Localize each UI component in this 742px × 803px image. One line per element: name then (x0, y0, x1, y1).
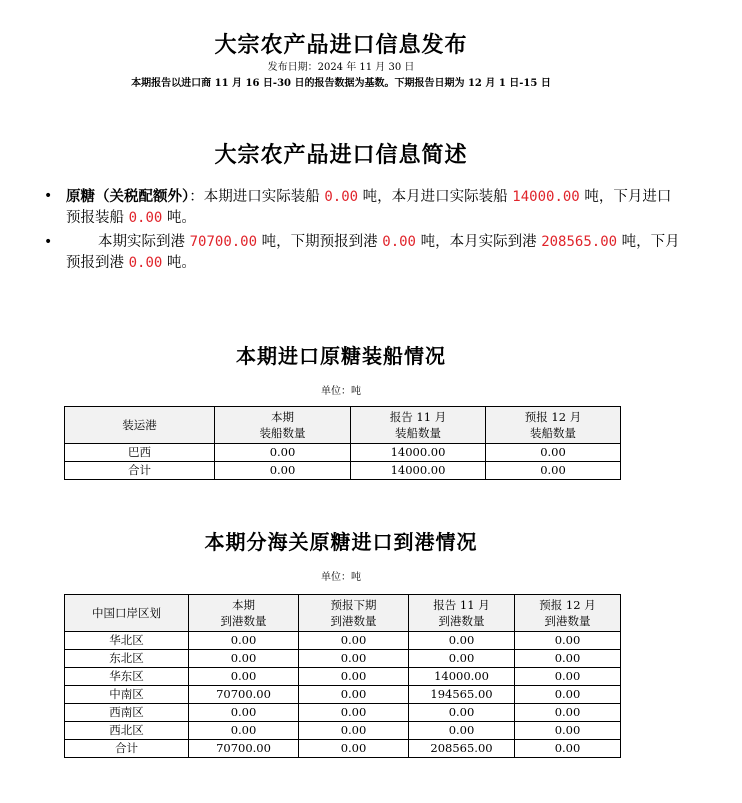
table-header-row (65, 407, 621, 444)
table-cell: 0.00 (409, 704, 515, 722)
arrival-unit: 单位：吨 (321, 572, 361, 583)
table-cell: 0.00 (299, 722, 409, 740)
table-cell: 0.00 (515, 668, 621, 686)
period-note: 本期报告以进口商 11 月 16 日-30 日的报告数据为基数。下期报告日期为 12 月 1 日-15 日 (131, 78, 551, 89)
table-cell: 0.00 (486, 444, 621, 462)
table-row (65, 668, 621, 686)
table-cell: 0.00 (515, 632, 621, 650)
table-row (65, 444, 621, 462)
column-header-nov-arrived: 报告 11 月 到港数量 (409, 595, 515, 632)
table-cell: 14000.00 (351, 462, 486, 480)
summary-text: 吨，本月进口实际装船 (358, 189, 513, 205)
table-cell: 西南区 (65, 704, 189, 722)
table-cell: 0.00 (299, 686, 409, 704)
table-cell: 0.00 (189, 704, 299, 722)
table-cell: 0.00 (409, 632, 515, 650)
table-cell: 0.00 (409, 722, 515, 740)
table-cell: 70700.00 (189, 740, 299, 758)
value-period-arrived: 70700.00 (189, 234, 258, 250)
arrival-table (64, 594, 621, 758)
summary-text: 吨。 (162, 255, 196, 271)
table-cell: 0.00 (515, 740, 621, 758)
summary-text: 吨，下月进口预报装船 (66, 189, 672, 226)
summary-text: 吨，本月实际到港 (415, 234, 542, 250)
shipping-table (64, 406, 621, 480)
table-cell: 0.00 (299, 740, 409, 758)
table-row (65, 650, 621, 668)
table-cell: 0.00 (299, 668, 409, 686)
table-cell: 14000.00 (351, 444, 486, 462)
summary-text: 吨，下月预报到港 (66, 234, 680, 271)
shipping-section-title: 本期进口原糖装船情况 (236, 344, 446, 368)
value-next-month-arrival-forecast: 0.00 (128, 255, 163, 271)
column-header-period-arrived: 本期 到港数量 (189, 595, 299, 632)
value-month-arrived: 208565.00 (541, 234, 618, 250)
table-cell: 0.00 (215, 444, 351, 462)
table-cell: 0.00 (299, 632, 409, 650)
column-header-port: 装运港 (65, 407, 215, 444)
table-cell: 0.00 (515, 704, 621, 722)
table-cell: 华北区 (65, 632, 189, 650)
column-header-dec-forecast: 预报 12 月 到港数量 (515, 595, 621, 632)
table-cell: 0.00 (515, 686, 621, 704)
table-cell: 0.00 (189, 722, 299, 740)
table-cell: 0.00 (189, 632, 299, 650)
table-cell: 0.00 (515, 722, 621, 740)
table-cell: 西北区 (65, 722, 189, 740)
summary-item-raw-sugar-arrival (44, 232, 684, 274)
summary-text: 吨，下期预报到港 (257, 234, 383, 250)
summary-text: 吨。 (162, 210, 196, 226)
publish-date: 发布日期：2024 年 11 月 30 日 (267, 62, 415, 73)
table-row (65, 462, 621, 480)
summary-title: 大宗农产品进口信息简述 (214, 142, 468, 168)
table-row (65, 740, 621, 758)
table-cell: 0.00 (215, 462, 351, 480)
shipping-unit: 单位：吨 (321, 386, 361, 397)
summary-item-raw-sugar-shipping (44, 186, 684, 229)
table-cell: 0.00 (409, 650, 515, 668)
value-next-period-arrival-forecast: 0.00 (382, 234, 416, 250)
table-cell: 0.00 (189, 650, 299, 668)
table-cell: 合计 (65, 740, 189, 758)
table-cell: 0.00 (486, 462, 621, 480)
table-cell: 0.00 (189, 668, 299, 686)
table-cell: 华东区 (65, 668, 189, 686)
table-row (65, 704, 621, 722)
report-title: 大宗农产品进口信息发布 (214, 32, 468, 58)
table-row (65, 632, 621, 650)
table-cell: 中南区 (65, 686, 189, 704)
value-month-shipped: 14000.00 (512, 189, 580, 205)
summary-list (44, 186, 684, 277)
summary-text: 本期实际到港 (98, 234, 190, 250)
value-period-shipped: 0.00 (324, 189, 359, 205)
table-row (65, 722, 621, 740)
table-cell: 巴西 (65, 444, 215, 462)
table-cell: 70700.00 (189, 686, 299, 704)
table-cell: 合计 (65, 462, 215, 480)
table-cell: 14000.00 (409, 668, 515, 686)
table-cell: 东北区 (65, 650, 189, 668)
column-header-nov-shipped: 报告 11 月 装船数量 (351, 407, 486, 444)
table-cell: 0.00 (299, 704, 409, 722)
table-cell: 0.00 (299, 650, 409, 668)
table-row (65, 686, 621, 704)
table-header-row (65, 595, 621, 632)
arrival-section-title: 本期分海关原糖进口到港情况 (204, 530, 478, 554)
column-header-next-period-forecast: 预报下期 到港数量 (299, 595, 409, 632)
table-cell: 194565.00 (409, 686, 515, 704)
column-header-period-shipped: 本期 装船数量 (215, 407, 351, 444)
table-cell: 208565.00 (409, 740, 515, 758)
summary-text: ：本期进口实际装船 (189, 189, 325, 205)
table-cell: 0.00 (515, 650, 621, 668)
value-next-month-shipping-forecast: 0.00 (128, 210, 163, 226)
commodity-label: 原糖（关税配额外） (66, 188, 190, 205)
column-header-region: 中国口岸区划 (65, 595, 189, 632)
column-header-dec-forecast: 预报 12 月 装船数量 (486, 407, 621, 444)
